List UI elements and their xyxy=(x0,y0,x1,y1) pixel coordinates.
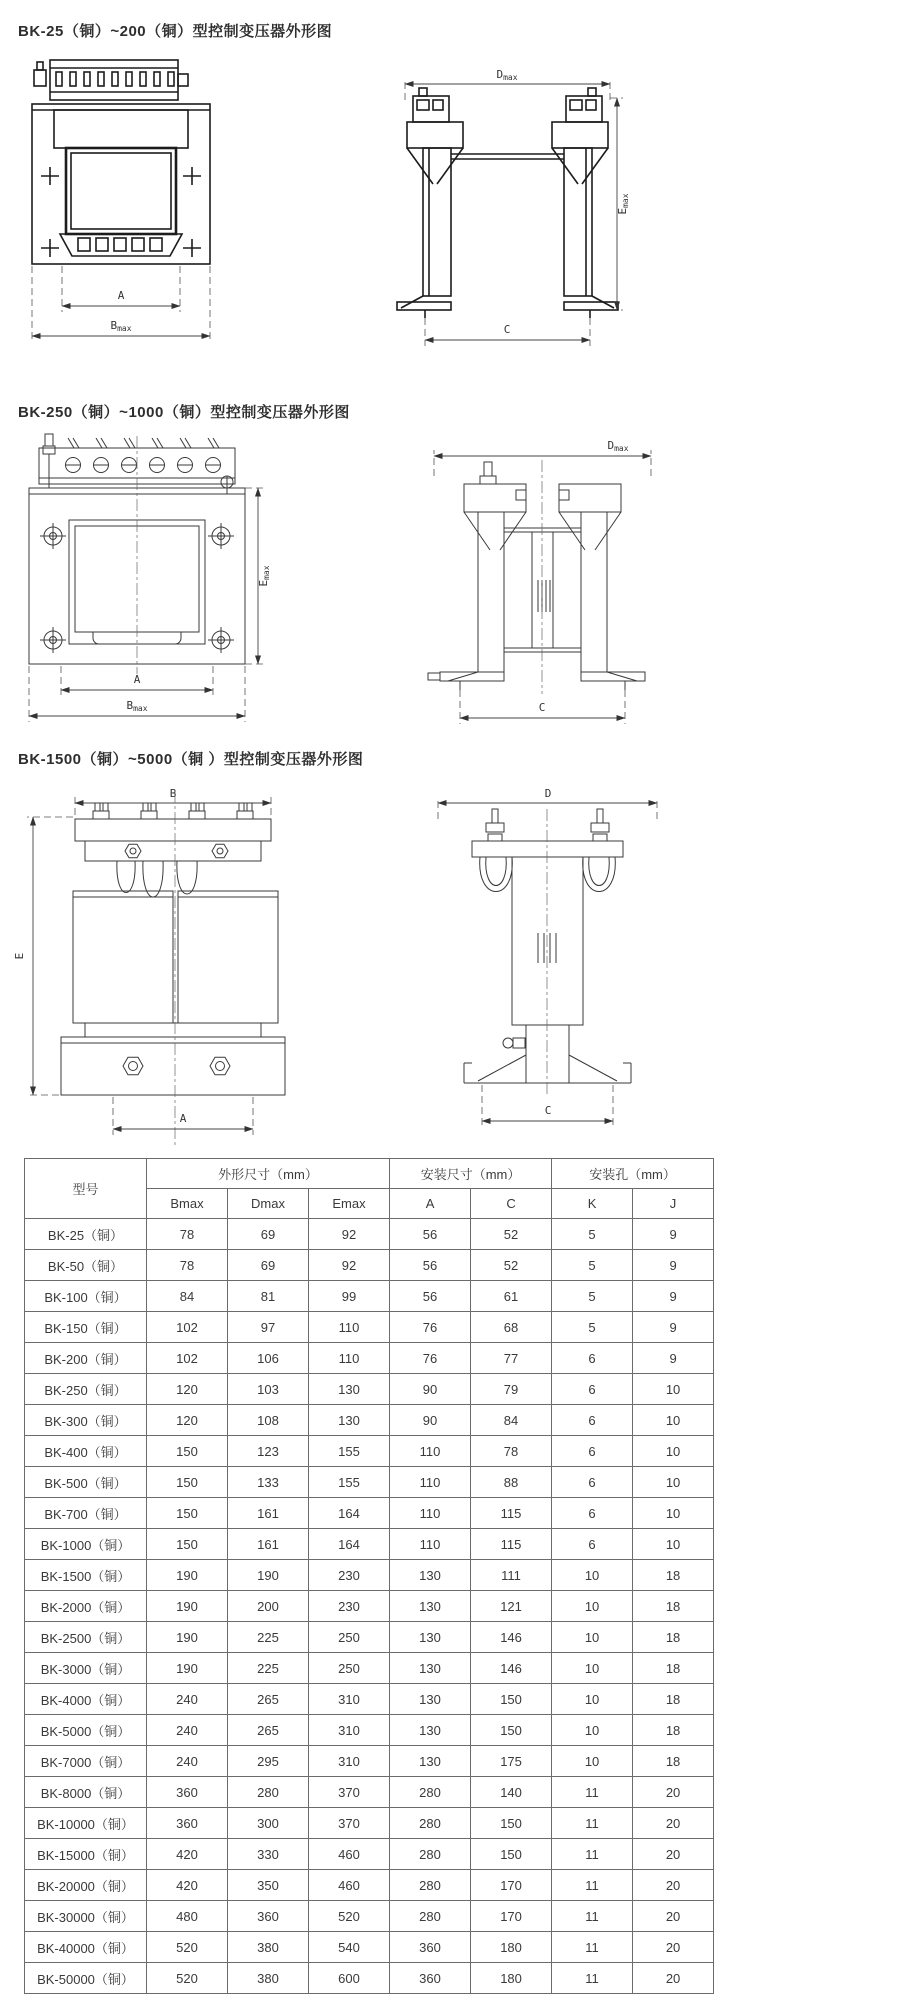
value-cell: 121 xyxy=(471,1591,552,1622)
value-cell: 225 xyxy=(228,1653,309,1684)
s3-front-view-drawing xyxy=(15,785,310,1155)
model-cell: BK-3000（铜） xyxy=(25,1653,147,1684)
value-cell: 310 xyxy=(309,1684,390,1715)
value-cell: 61 xyxy=(471,1281,552,1312)
value-cell: 370 xyxy=(309,1777,390,1808)
value-cell: 6 xyxy=(552,1436,633,1467)
section3-title: BK-1500（铜）~5000（铜 ）型控制变压器外形图 xyxy=(18,751,364,768)
value-cell: 130 xyxy=(309,1374,390,1405)
value-cell: 164 xyxy=(309,1529,390,1560)
table-row xyxy=(25,1498,714,1529)
table-row xyxy=(25,1963,714,1994)
value-cell: 170 xyxy=(471,1901,552,1932)
table-row xyxy=(25,1901,714,1932)
value-cell: 10 xyxy=(552,1653,633,1684)
value-cell: 5 xyxy=(552,1312,633,1343)
value-cell: 20 xyxy=(633,1901,714,1932)
value-cell: 92 xyxy=(309,1250,390,1281)
s3-side-dim-c: C xyxy=(544,1104,552,1117)
value-cell: 9 xyxy=(633,1219,714,1250)
value-cell: 130 xyxy=(309,1405,390,1436)
value-cell: 295 xyxy=(228,1746,309,1777)
s1-side-dim-emax: Emax xyxy=(616,193,630,215)
value-cell: 88 xyxy=(471,1467,552,1498)
value-cell: 175 xyxy=(471,1746,552,1777)
value-cell: 110 xyxy=(390,1436,471,1467)
value-cell: 130 xyxy=(390,1715,471,1746)
value-cell: 11 xyxy=(552,1870,633,1901)
value-cell: 460 xyxy=(309,1839,390,1870)
table-row xyxy=(25,1405,714,1436)
value-cell: 78 xyxy=(147,1219,228,1250)
value-cell: 540 xyxy=(309,1932,390,1963)
value-cell: 18 xyxy=(633,1622,714,1653)
value-cell: 110 xyxy=(390,1529,471,1560)
value-cell: 11 xyxy=(552,1839,633,1870)
value-cell: 350 xyxy=(228,1870,309,1901)
model-cell: BK-50（铜） xyxy=(25,1250,147,1281)
value-cell: 310 xyxy=(309,1746,390,1777)
value-cell: 10 xyxy=(552,1746,633,1777)
value-cell: 10 xyxy=(633,1467,714,1498)
table-header-groups xyxy=(25,1159,714,1189)
value-cell: 10 xyxy=(633,1436,714,1467)
model-cell: BK-2500（铜） xyxy=(25,1622,147,1653)
value-cell: 56 xyxy=(390,1219,471,1250)
value-cell: 230 xyxy=(309,1591,390,1622)
value-cell: 250 xyxy=(309,1653,390,1684)
value-cell: 190 xyxy=(147,1653,228,1684)
value-cell: 164 xyxy=(309,1498,390,1529)
table-row xyxy=(25,1529,714,1560)
value-cell: 110 xyxy=(309,1343,390,1374)
table-row xyxy=(25,1653,714,1684)
s2-side-view-drawing xyxy=(420,432,665,737)
value-cell: 76 xyxy=(390,1312,471,1343)
value-cell: 18 xyxy=(633,1684,714,1715)
value-cell: 420 xyxy=(147,1870,228,1901)
value-cell: 150 xyxy=(147,1529,228,1560)
value-cell: 9 xyxy=(633,1343,714,1374)
value-cell: 10 xyxy=(633,1405,714,1436)
model-cell: BK-200（铜） xyxy=(25,1343,147,1374)
model-cell: BK-25（铜） xyxy=(25,1219,147,1250)
col-header-c: C xyxy=(471,1189,552,1219)
s3-side-dim-d: D xyxy=(544,787,552,800)
s1-side-view-drawing xyxy=(385,52,630,382)
value-cell: 10 xyxy=(633,1498,714,1529)
value-cell: 78 xyxy=(471,1436,552,1467)
value-cell: 230 xyxy=(309,1560,390,1591)
s3-front-dim-e: E xyxy=(13,952,26,960)
value-cell: 78 xyxy=(147,1250,228,1281)
col-header-dmax: Dmax xyxy=(228,1189,309,1219)
model-cell: BK-50000（铜） xyxy=(25,1963,147,1994)
value-cell: 11 xyxy=(552,1963,633,1994)
value-cell: 300 xyxy=(228,1808,309,1839)
s3-front-dim-b: B xyxy=(169,787,177,800)
value-cell: 10 xyxy=(552,1684,633,1715)
table-row xyxy=(25,1839,714,1870)
model-cell: BK-8000（铜） xyxy=(25,1777,147,1808)
value-cell: 102 xyxy=(147,1343,228,1374)
col-header-a: A xyxy=(390,1189,471,1219)
value-cell: 11 xyxy=(552,1808,633,1839)
s1-front-dim-a: A xyxy=(117,289,125,302)
value-cell: 360 xyxy=(390,1963,471,1994)
value-cell: 68 xyxy=(471,1312,552,1343)
s2-side-dim-dmax: Dmax xyxy=(607,439,629,453)
model-cell: BK-15000（铜） xyxy=(25,1839,147,1870)
model-cell: BK-2000（铜） xyxy=(25,1591,147,1622)
value-cell: 90 xyxy=(390,1405,471,1436)
value-cell: 140 xyxy=(471,1777,552,1808)
section1-title: BK-25（铜）~200（铜）型控制变压器外形图 xyxy=(18,23,333,40)
section2-title: BK-250（铜）~1000（铜）型控制变压器外形图 xyxy=(18,404,350,421)
s3-side-view-drawing xyxy=(420,785,675,1155)
table-row xyxy=(25,1374,714,1405)
table-row xyxy=(25,1560,714,1591)
table-row xyxy=(25,1715,714,1746)
value-cell: 280 xyxy=(390,1808,471,1839)
value-cell: 380 xyxy=(228,1963,309,1994)
table-row xyxy=(25,1777,714,1808)
value-cell: 161 xyxy=(228,1498,309,1529)
value-cell: 240 xyxy=(147,1684,228,1715)
table-row xyxy=(25,1870,714,1901)
value-cell: 150 xyxy=(471,1839,552,1870)
model-cell: BK-300（铜） xyxy=(25,1405,147,1436)
value-cell: 81 xyxy=(228,1281,309,1312)
value-cell: 520 xyxy=(147,1932,228,1963)
dimension-table xyxy=(24,1158,714,1994)
value-cell: 110 xyxy=(309,1312,390,1343)
value-cell: 6 xyxy=(552,1498,633,1529)
value-cell: 240 xyxy=(147,1715,228,1746)
table-row xyxy=(25,1467,714,1498)
value-cell: 20 xyxy=(633,1963,714,1994)
model-cell: BK-1000（铜） xyxy=(25,1529,147,1560)
value-cell: 120 xyxy=(147,1374,228,1405)
value-cell: 115 xyxy=(471,1529,552,1560)
value-cell: 5 xyxy=(552,1250,633,1281)
value-cell: 150 xyxy=(471,1715,552,1746)
table-row xyxy=(25,1436,714,1467)
value-cell: 20 xyxy=(633,1808,714,1839)
value-cell: 69 xyxy=(228,1219,309,1250)
s1-side-dim-dmax: Dmax xyxy=(496,68,518,82)
value-cell: 280 xyxy=(228,1777,309,1808)
value-cell: 200 xyxy=(228,1591,309,1622)
value-cell: 6 xyxy=(552,1374,633,1405)
value-cell: 56 xyxy=(390,1281,471,1312)
model-cell: BK-1500（铜） xyxy=(25,1560,147,1591)
value-cell: 11 xyxy=(552,1901,633,1932)
value-cell: 52 xyxy=(471,1219,552,1250)
table-row xyxy=(25,1622,714,1653)
s1-side-dim-c: C xyxy=(503,323,511,336)
value-cell: 5 xyxy=(552,1281,633,1312)
value-cell: 150 xyxy=(147,1436,228,1467)
value-cell: 6 xyxy=(552,1467,633,1498)
value-cell: 420 xyxy=(147,1839,228,1870)
value-cell: 130 xyxy=(390,1746,471,1777)
table-row xyxy=(25,1312,714,1343)
value-cell: 76 xyxy=(390,1343,471,1374)
value-cell: 150 xyxy=(147,1498,228,1529)
value-cell: 130 xyxy=(390,1560,471,1591)
value-cell: 520 xyxy=(147,1963,228,1994)
value-cell: 180 xyxy=(471,1932,552,1963)
value-cell: 370 xyxy=(309,1808,390,1839)
value-cell: 280 xyxy=(390,1901,471,1932)
value-cell: 9 xyxy=(633,1281,714,1312)
table-row xyxy=(25,1250,714,1281)
value-cell: 280 xyxy=(390,1777,471,1808)
value-cell: 20 xyxy=(633,1777,714,1808)
table-row xyxy=(25,1591,714,1622)
model-cell: BK-100（铜） xyxy=(25,1281,147,1312)
value-cell: 120 xyxy=(147,1405,228,1436)
value-cell: 10 xyxy=(633,1374,714,1405)
model-cell: BK-7000（铜） xyxy=(25,1746,147,1777)
value-cell: 155 xyxy=(309,1436,390,1467)
table-row xyxy=(25,1746,714,1777)
value-cell: 360 xyxy=(390,1932,471,1963)
value-cell: 103 xyxy=(228,1374,309,1405)
value-cell: 380 xyxy=(228,1932,309,1963)
value-cell: 190 xyxy=(147,1560,228,1591)
value-cell: 11 xyxy=(552,1932,633,1963)
value-cell: 20 xyxy=(633,1870,714,1901)
value-cell: 360 xyxy=(147,1808,228,1839)
value-cell: 92 xyxy=(309,1219,390,1250)
value-cell: 10 xyxy=(552,1591,633,1622)
value-cell: 10 xyxy=(552,1622,633,1653)
model-cell: BK-250（铜） xyxy=(25,1374,147,1405)
value-cell: 69 xyxy=(228,1250,309,1281)
table-row xyxy=(25,1343,714,1374)
value-cell: 99 xyxy=(309,1281,390,1312)
value-cell: 265 xyxy=(228,1715,309,1746)
col-header-k: K xyxy=(552,1189,633,1219)
value-cell: 146 xyxy=(471,1653,552,1684)
s2-front-dim-a: A xyxy=(133,673,141,686)
value-cell: 77 xyxy=(471,1343,552,1374)
value-cell: 460 xyxy=(309,1870,390,1901)
table-row xyxy=(25,1281,714,1312)
value-cell: 600 xyxy=(309,1963,390,1994)
s2-front-dim-emax: Emax xyxy=(257,565,271,587)
col-group-outline: 外形尺寸（mm） xyxy=(147,1159,390,1189)
value-cell: 11 xyxy=(552,1777,633,1808)
value-cell: 6 xyxy=(552,1405,633,1436)
value-cell: 111 xyxy=(471,1560,552,1591)
value-cell: 330 xyxy=(228,1839,309,1870)
value-cell: 56 xyxy=(390,1250,471,1281)
value-cell: 240 xyxy=(147,1746,228,1777)
value-cell: 5 xyxy=(552,1219,633,1250)
value-cell: 84 xyxy=(147,1281,228,1312)
value-cell: 150 xyxy=(471,1684,552,1715)
table-row xyxy=(25,1808,714,1839)
value-cell: 90 xyxy=(390,1374,471,1405)
model-cell: BK-30000（铜） xyxy=(25,1901,147,1932)
value-cell: 150 xyxy=(471,1808,552,1839)
value-cell: 130 xyxy=(390,1684,471,1715)
value-cell: 79 xyxy=(471,1374,552,1405)
value-cell: 130 xyxy=(390,1653,471,1684)
value-cell: 102 xyxy=(147,1312,228,1343)
value-cell: 133 xyxy=(228,1467,309,1498)
value-cell: 225 xyxy=(228,1622,309,1653)
value-cell: 18 xyxy=(633,1746,714,1777)
value-cell: 9 xyxy=(633,1312,714,1343)
value-cell: 265 xyxy=(228,1684,309,1715)
value-cell: 10 xyxy=(552,1560,633,1591)
model-cell: BK-400（铜） xyxy=(25,1436,147,1467)
value-cell: 6 xyxy=(552,1529,633,1560)
value-cell: 190 xyxy=(228,1560,309,1591)
value-cell: 360 xyxy=(228,1901,309,1932)
value-cell: 146 xyxy=(471,1622,552,1653)
value-cell: 20 xyxy=(633,1839,714,1870)
model-cell: BK-5000（铜） xyxy=(25,1715,147,1746)
s3-front-dim-a: A xyxy=(179,1112,187,1125)
value-cell: 106 xyxy=(228,1343,309,1374)
value-cell: 115 xyxy=(471,1498,552,1529)
value-cell: 130 xyxy=(390,1591,471,1622)
table-row xyxy=(25,1932,714,1963)
value-cell: 360 xyxy=(147,1777,228,1808)
table-row xyxy=(25,1684,714,1715)
value-cell: 6 xyxy=(552,1343,633,1374)
col-header-bmax: Bmax xyxy=(147,1189,228,1219)
value-cell: 97 xyxy=(228,1312,309,1343)
col-group-mounting: 安装尺寸（mm） xyxy=(390,1159,552,1189)
col-group-holes: 安装孔（mm） xyxy=(552,1159,714,1189)
value-cell: 480 xyxy=(147,1901,228,1932)
model-cell: BK-10000（铜） xyxy=(25,1808,147,1839)
value-cell: 180 xyxy=(471,1963,552,1994)
model-cell: BK-20000（铜） xyxy=(25,1870,147,1901)
value-cell: 170 xyxy=(471,1870,552,1901)
value-cell: 110 xyxy=(390,1467,471,1498)
value-cell: 520 xyxy=(309,1901,390,1932)
s2-front-dim-bmax: Bmax xyxy=(126,699,148,713)
model-cell: BK-700（铜） xyxy=(25,1498,147,1529)
value-cell: 18 xyxy=(633,1591,714,1622)
col-header-model: 型号 xyxy=(25,1159,147,1219)
value-cell: 18 xyxy=(633,1715,714,1746)
value-cell: 18 xyxy=(633,1653,714,1684)
value-cell: 250 xyxy=(309,1622,390,1653)
value-cell: 280 xyxy=(390,1839,471,1870)
model-cell: BK-4000（铜） xyxy=(25,1684,147,1715)
s2-side-dim-c: C xyxy=(538,701,546,714)
s1-front-dim-bmax: Bmax xyxy=(110,319,132,333)
value-cell: 155 xyxy=(309,1467,390,1498)
model-cell: BK-40000（铜） xyxy=(25,1932,147,1963)
value-cell: 110 xyxy=(390,1498,471,1529)
value-cell: 10 xyxy=(552,1715,633,1746)
value-cell: 108 xyxy=(228,1405,309,1436)
value-cell: 52 xyxy=(471,1250,552,1281)
value-cell: 161 xyxy=(228,1529,309,1560)
value-cell: 18 xyxy=(633,1560,714,1591)
model-cell: BK-500（铜） xyxy=(25,1467,147,1498)
value-cell: 9 xyxy=(633,1250,714,1281)
value-cell: 130 xyxy=(390,1622,471,1653)
value-cell: 280 xyxy=(390,1870,471,1901)
value-cell: 20 xyxy=(633,1932,714,1963)
value-cell: 123 xyxy=(228,1436,309,1467)
col-header-emax: Emax xyxy=(309,1189,390,1219)
value-cell: 150 xyxy=(147,1467,228,1498)
value-cell: 84 xyxy=(471,1405,552,1436)
col-header-j: J xyxy=(633,1189,714,1219)
value-cell: 190 xyxy=(147,1591,228,1622)
model-cell: BK-150（铜） xyxy=(25,1312,147,1343)
s2-front-view-drawing xyxy=(15,432,275,737)
value-cell: 190 xyxy=(147,1622,228,1653)
value-cell: 310 xyxy=(309,1715,390,1746)
s1-front-view-drawing xyxy=(20,52,230,382)
table-row xyxy=(25,1219,714,1250)
value-cell: 10 xyxy=(633,1529,714,1560)
